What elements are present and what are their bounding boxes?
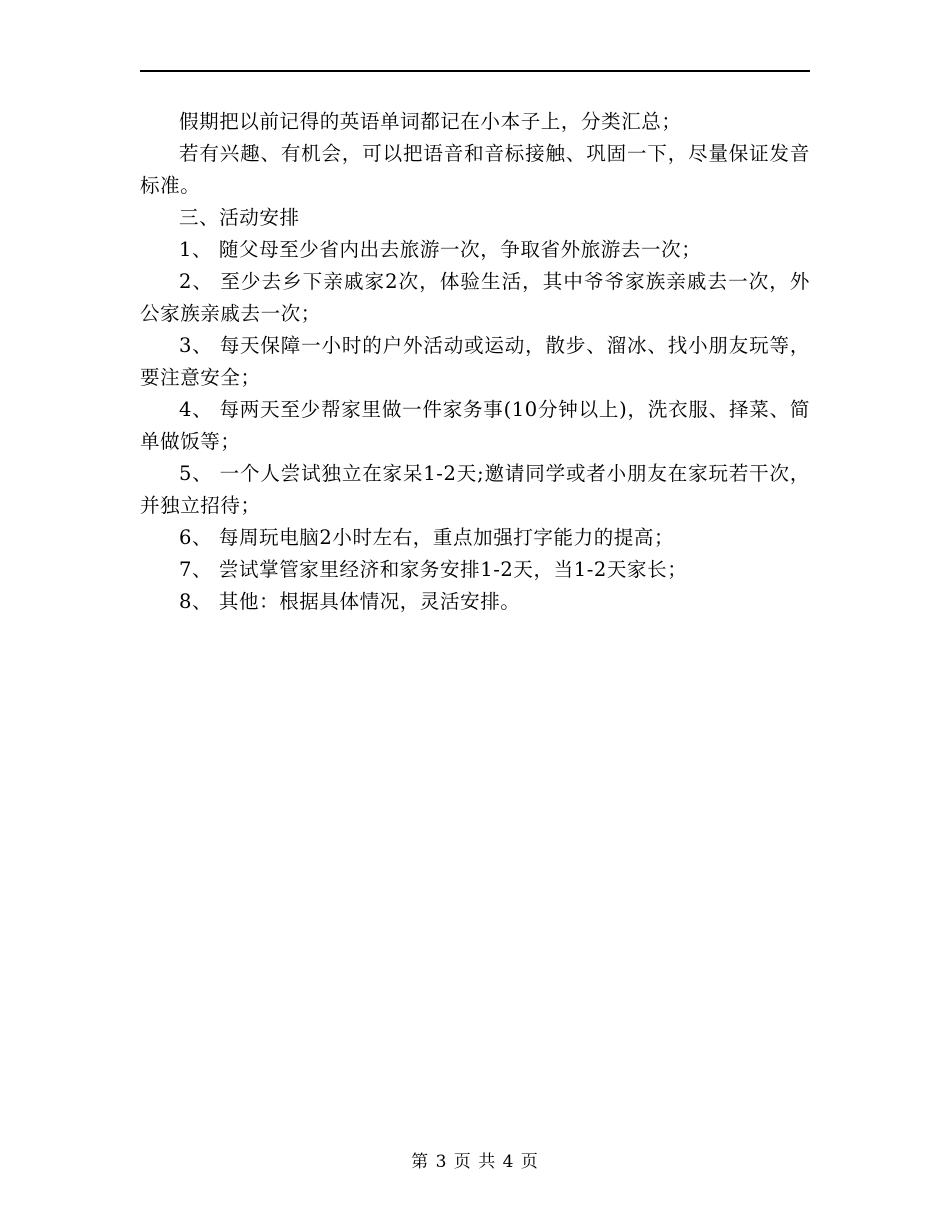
list-item-outdoor-activity: 3、 每天保障一小时的户外活动或运动，散步、溜冰、找小朋友玩等，要注意安全；: [140, 334, 810, 389]
document-body: [140, 106, 810, 618]
list-item-computer-typing: 6、 每周玩电脑2小时左右，重点加强打字能力的提高；: [179, 526, 675, 549]
list-item-travel: 1、 随父母至少省内出去旅游一次，争取省外旅游去一次；: [179, 238, 702, 261]
paragraph-vocab-notebook: 假期把以前记得的英语单词都记在小本子上，分类汇总；: [179, 110, 682, 133]
header-rule: [140, 70, 810, 72]
list-item-visit-relatives: 2、 至少去乡下亲戚家2次，体验生活，其中爷爷家族亲戚去一次，外公家族亲戚去一次；: [140, 270, 810, 325]
list-item-stay-alone: 5、 一个人尝试独立在家呆1-2天;邀请同学或者小朋友在家玩若干次，并独立招待；: [140, 462, 810, 517]
list-item-other: 8、 其他：根据具体情况，灵活安排。: [179, 590, 521, 613]
paragraph-pronunciation: 若有兴趣、有机会，可以把语音和音标接触、巩固一下，尽量保证发音标准。: [140, 142, 810, 197]
section-heading-activities: 三、活动安排: [179, 206, 300, 229]
page-number-footer: 第 3 页 共 4 页: [411, 1152, 539, 1172]
list-item-manage-household: 7、 尝试掌管家里经济和家务安排1-2天，当1-2天家长；: [179, 558, 688, 581]
list-item-housework: 4、 每两天至少帮家里做一件家务事(10分钟以上)，洗衣服、择菜、简单做饭等；: [140, 398, 810, 453]
